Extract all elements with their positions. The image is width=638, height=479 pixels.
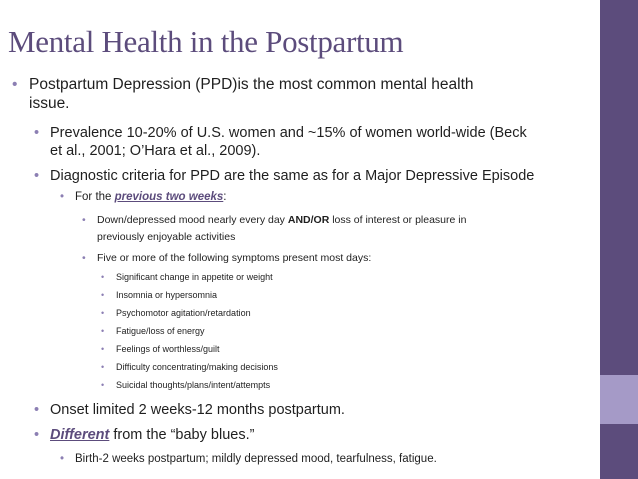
bullet-icon: • [101, 272, 105, 282]
symptom-item: Fatigue/loss of energy [116, 326, 205, 336]
bullet-icon: • [60, 191, 65, 203]
different-emphasis: Different [50, 427, 110, 443]
bullet-icon: • [101, 344, 105, 354]
bullet-icon: • [101, 326, 105, 336]
bullet-ppd-line-2: issue. [29, 95, 70, 112]
sidebar-divider [598, 0, 600, 479]
bullet-different [50, 426, 254, 444]
sidebar-bottom-block [598, 424, 638, 479]
sidebar-top-block [598, 0, 638, 375]
bullet-ppd-line-1: Postpartum Depression (PPD)is the most common mental health [29, 76, 474, 93]
bullet-icon: • [34, 402, 40, 418]
bullet-onset: Onset limited 2 weeks-12 months postpartum. [50, 402, 345, 418]
bullet-icon: • [12, 76, 18, 93]
bullet-previous-two-weeks [75, 190, 227, 205]
bullet-icon: • [82, 214, 86, 226]
bullet-mood-line-1 [97, 213, 466, 227]
bullet-prevalence-line-1: Prevalence 10-20% of U.S. women and ~15% of women world-wide (Beck [50, 125, 527, 141]
mood-text-pre: Down/depressed mood nearly every day [97, 214, 288, 226]
bullet-icon: • [34, 168, 40, 184]
previous-weeks-emphasis: previous two weeks [114, 191, 224, 203]
bullet-icon: • [60, 453, 65, 465]
bullet-icon: • [34, 427, 40, 443]
bullet-icon: • [101, 308, 105, 318]
symptom-item: Difficulty concentrating/making decisions [116, 362, 278, 372]
previous-weeks-prefix: For the [75, 191, 115, 203]
bullet-prevalence-line-2: et al., 2001; O’Hara et al., 2009). [50, 143, 261, 159]
bullet-mood-line-2: previously enjoyable activities [97, 231, 236, 243]
different-rest: from the “baby blues.” [109, 427, 255, 443]
symptom-item: Suicidal thoughts/plans/intent/attempts [116, 380, 271, 390]
previous-weeks-suffix: : [223, 191, 227, 203]
symptom-item: Feelings of worthless/guilt [116, 344, 220, 354]
symptom-item: Psychomotor agitation/retardation [116, 308, 251, 318]
bullet-icon: • [101, 290, 105, 300]
mood-text-post: loss of interest or pleasure in [329, 214, 467, 226]
bullet-icon: • [101, 380, 105, 390]
bullet-five-or-more: Five or more of the following symptoms present most days: [97, 252, 372, 264]
bullet-icon: • [101, 362, 105, 372]
bullet-icon: • [82, 252, 86, 264]
mood-and-or: AND/OR [287, 214, 330, 226]
bullet-diagnostic-criteria: Diagnostic criteria for PPD are the same as for a Major Depressive Episode [50, 168, 535, 184]
bullet-birth-two-weeks: Birth-2 weeks postpartum; mildly depressed mood, tearfulness, fatigue. [75, 453, 437, 465]
symptom-item: Significant change in appetite or weight [116, 272, 273, 282]
decorative-sidebar [598, 0, 638, 479]
slide-title: Mental Health in the Postpartum [8, 24, 404, 59]
bullet-icon: • [34, 125, 40, 141]
symptom-item: Insomnia or hypersomnia [116, 290, 218, 300]
sidebar-middle-block [598, 375, 638, 424]
